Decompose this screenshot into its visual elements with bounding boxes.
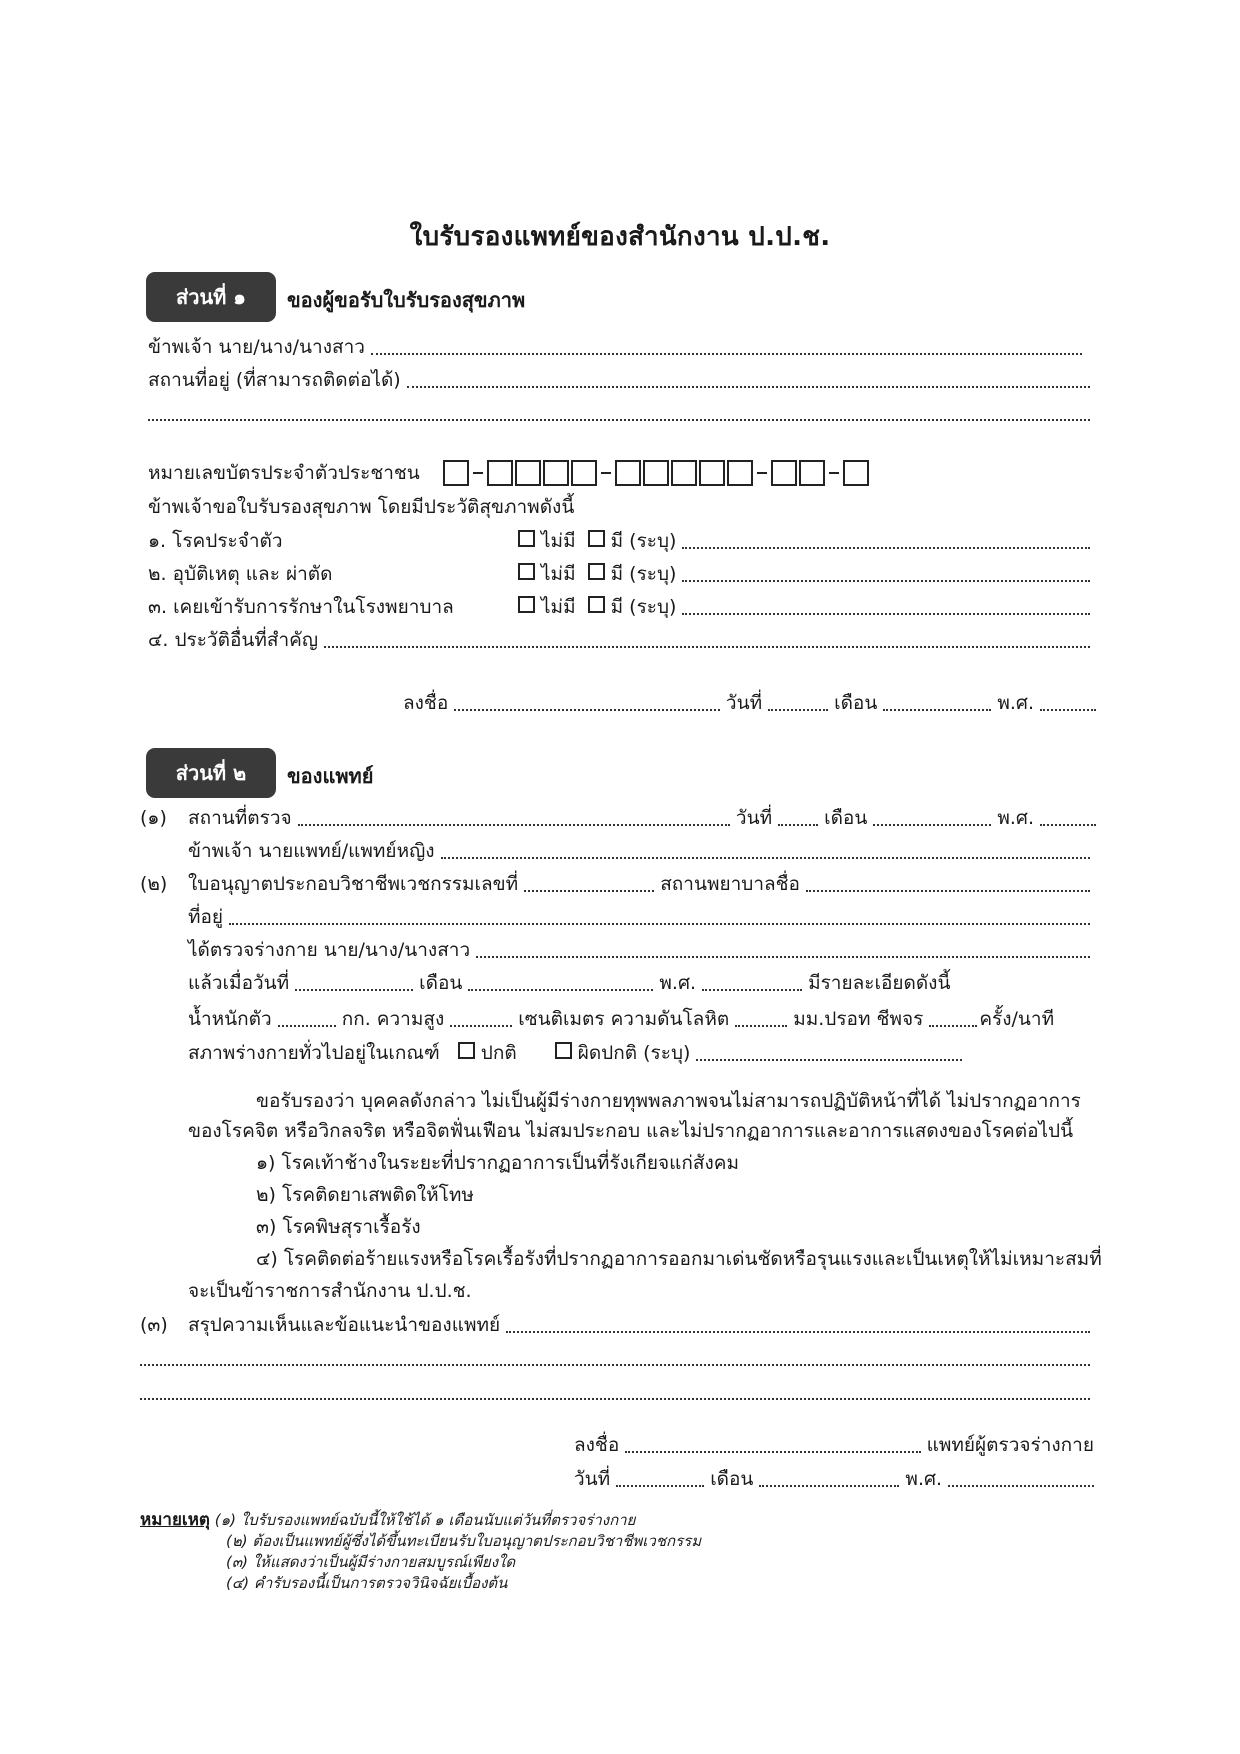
applicant-address-field[interactable] bbox=[407, 368, 1090, 388]
form-title: ใบรับรองแพทย์ของสำนักงาน ป.ป.ช. bbox=[409, 222, 831, 252]
history-row-2 bbox=[148, 561, 1096, 587]
disease-item: ๑) โรคเท้าช้างในระยะที่ปรากฏอาการเป็นที่รังเกียจแก่สังคม bbox=[256, 1152, 740, 1174]
history-has-label: มี (ระบุ) bbox=[610, 530, 677, 552]
summary-row-2 bbox=[140, 1346, 1096, 1371]
normal-checkbox[interactable] bbox=[458, 1042, 475, 1059]
cm-unit: เซนติเมตร bbox=[518, 1008, 605, 1030]
examined-person-label: ได้ตรวจร่างกาย นาย/นาง/นางสาว bbox=[188, 939, 471, 961]
year-field[interactable] bbox=[948, 1467, 1094, 1487]
abnormal-checkbox[interactable] bbox=[555, 1042, 572, 1059]
bp-field[interactable] bbox=[735, 1007, 787, 1027]
sign-label: ลงชื่อ bbox=[403, 692, 449, 714]
applicant-name-field[interactable] bbox=[371, 335, 1082, 355]
day-field[interactable] bbox=[778, 806, 818, 826]
hospital-label: สถานพยาบาลชื่อ bbox=[660, 873, 800, 895]
history-label: ๑. โรคประจำตัว bbox=[148, 530, 283, 552]
part2-heading: ของแพทย์ bbox=[287, 764, 374, 788]
history-none-label: ไม่มี bbox=[541, 530, 576, 552]
month-field[interactable] bbox=[873, 806, 991, 826]
item-number: (๑) bbox=[140, 807, 167, 829]
bp-label: ความดันโลหิต bbox=[610, 1008, 730, 1030]
other-history-label: ๔. ประวัติอื่นที่สำคัญ bbox=[148, 629, 319, 651]
history-none-checkbox[interactable] bbox=[518, 563, 535, 580]
examined-person-field[interactable] bbox=[476, 938, 1090, 958]
history-none-label: ไม่มี bbox=[541, 596, 576, 618]
certification-text-1: ขอรับรองว่า บุคคลดังกล่าว ไม่เป็นผู้มีร่างกายทุพพลภาพจนไม่สามารถปฏิบัติหน้าที่ได้ ไม่ปรากฏอาการ bbox=[256, 1090, 1081, 1112]
summary-field-3[interactable] bbox=[140, 1380, 1090, 1400]
month-label: เดือน bbox=[419, 972, 463, 994]
month-label: เดือน bbox=[824, 807, 868, 829]
vitals-row bbox=[188, 1006, 1096, 1032]
id-number-row bbox=[148, 460, 1048, 486]
item-number: (๓) bbox=[140, 1314, 168, 1336]
year-field[interactable] bbox=[1040, 691, 1096, 711]
id-number-label: หมายเลขบัตรประจำตัวประชาชน bbox=[148, 462, 420, 484]
exam-date-label: แล้วเมื่อวันที่ bbox=[188, 972, 290, 994]
license-row bbox=[140, 871, 1096, 897]
mmhg-unit: มม.ปรอท bbox=[793, 1008, 871, 1030]
doctor-signature-row bbox=[574, 1432, 1094, 1458]
history-has-checkbox[interactable] bbox=[588, 563, 605, 580]
abnormal-detail-field[interactable] bbox=[696, 1041, 962, 1061]
summary-row bbox=[140, 1312, 1096, 1338]
pulse-field[interactable] bbox=[929, 1007, 977, 1027]
disease-item: ๓) โรคพิษสุราเรื้อรัง bbox=[256, 1216, 421, 1238]
disease-item: ๒) โรคติดยาเสพติดให้โทษ bbox=[256, 1184, 474, 1206]
other-history-field[interactable] bbox=[324, 628, 1090, 648]
abnormal-label: ผิดปกติ (ระบุ) bbox=[577, 1042, 691, 1064]
summary-field[interactable] bbox=[506, 1313, 1090, 1333]
note-item: (๓) ให้แสดงว่าเป็นผู้มีร่างกายสมบูรณ์เพียงใด bbox=[226, 1553, 516, 1571]
item-number: (๒) bbox=[140, 873, 168, 895]
doctor-signature-field[interactable] bbox=[625, 1433, 920, 1453]
history-row-1 bbox=[148, 528, 1096, 554]
applicant-name-row bbox=[148, 334, 1088, 360]
year-label: พ.ศ. bbox=[659, 972, 697, 994]
hospital-address-row bbox=[188, 904, 1096, 930]
history-label: ๓. เคยเข้ารับการรักษาในโรงพยาบาล bbox=[148, 596, 454, 618]
doctor-date-row bbox=[574, 1466, 1094, 1492]
pulse-label: ชีพจร bbox=[876, 1008, 924, 1030]
note-row-1 bbox=[140, 1510, 635, 1530]
applicant-address-row-2 bbox=[148, 401, 1096, 426]
day-field[interactable] bbox=[768, 691, 828, 711]
month-label: เดือน bbox=[710, 1468, 754, 1490]
history-has-label: มี (ระบุ) bbox=[610, 596, 677, 618]
history-detail-field[interactable] bbox=[682, 529, 1090, 549]
height-label: ความสูง bbox=[376, 1008, 445, 1030]
history-has-checkbox[interactable] bbox=[588, 530, 605, 547]
month-label: เดือน bbox=[834, 692, 878, 714]
kg-unit: กก. bbox=[341, 1008, 371, 1030]
summary-field-2[interactable] bbox=[140, 1346, 1090, 1366]
month-field[interactable] bbox=[759, 1467, 899, 1487]
doctor-name-field[interactable] bbox=[441, 839, 1090, 859]
general-condition-label: สภาพร่างกายทั่วไปอยู่ในเกณฑ์ bbox=[188, 1042, 440, 1064]
request-text: ข้าพเจ้าขอใบรับรองสุขภาพ โดยมีประวัติสุขภาพดังนี้ bbox=[148, 496, 575, 518]
hospital-name-field[interactable] bbox=[806, 872, 1090, 892]
general-condition-row bbox=[188, 1040, 968, 1066]
history-row-3 bbox=[148, 594, 1096, 620]
history-detail-field[interactable] bbox=[682, 595, 1090, 615]
details-label: มีรายละเอียดดังนี้ bbox=[808, 972, 951, 994]
day-field[interactable] bbox=[295, 971, 413, 991]
sign-label: ลงชื่อ bbox=[574, 1434, 620, 1456]
history-label: ๒. อุบัติเหตุ และ ผ่าตัด bbox=[148, 563, 333, 585]
normal-label: ปกติ bbox=[480, 1042, 517, 1064]
weight-label: น้ำหนักตัว bbox=[188, 1008, 272, 1030]
license-label: ใบอนุญาตประกอบวิชาชีพเวชกรรมเลขที่ bbox=[188, 873, 519, 895]
part1-badge: ส่วนที่ ๑ bbox=[146, 272, 276, 322]
summary-row-3 bbox=[140, 1380, 1096, 1405]
part2-badge: ส่วนที่ ๒ bbox=[146, 748, 276, 798]
history-none-checkbox[interactable] bbox=[518, 530, 535, 547]
exam-place-label: สถานที่ตรวจ bbox=[188, 807, 292, 829]
day-field[interactable] bbox=[616, 1467, 704, 1487]
year-label: พ.ศ. bbox=[997, 692, 1034, 714]
weight-field[interactable] bbox=[278, 1007, 336, 1027]
history-none-label: ไม่มี bbox=[541, 563, 576, 585]
exam-date-row bbox=[188, 970, 1096, 996]
date-label: วันที่ bbox=[735, 807, 773, 829]
notes-label: หมายเหตุ bbox=[140, 1510, 210, 1530]
hospital-address-label: ที่อยู่ bbox=[188, 906, 224, 928]
note-item: (๔) คำรับรองนี้เป็นการตรวจวินิจฉัยเบื้องต้น bbox=[226, 1574, 508, 1592]
note-item: (๑) ใบรับรองแพทย์ฉบับนี้ให้ใช้ได้ ๑ เดือนนับแต่วันที่ตรวจร่างกาย bbox=[214, 1511, 636, 1529]
signature-field[interactable] bbox=[454, 691, 720, 711]
exam-place-field[interactable] bbox=[298, 806, 730, 826]
applicant-address-label: สถานที่อยู่ (ที่สามารถติดต่อได้) bbox=[148, 369, 401, 391]
height-field[interactable] bbox=[450, 1007, 512, 1027]
doctor-name-row bbox=[188, 838, 1096, 864]
history-detail-field[interactable] bbox=[682, 562, 1090, 582]
date-label: วันที่ bbox=[725, 692, 763, 714]
history-has-label: มี (ระบุ) bbox=[610, 563, 677, 585]
history-row-4 bbox=[148, 627, 1096, 653]
applicant-address-row bbox=[148, 367, 1096, 393]
exam-place-row bbox=[140, 805, 1096, 831]
date-label: วันที่ bbox=[574, 1468, 611, 1490]
per-minute-unit: ครั้ง/นาที bbox=[979, 1008, 1055, 1030]
id-number-boxes[interactable] bbox=[442, 460, 870, 486]
disease-item-continuation: จะเป็นข้าราชการสำนักงาน ป.ป.ช. bbox=[188, 1280, 472, 1302]
disease-item: ๔) โรคติดต่อร้ายแรงหรือโรคเรื้อรังที่ปรากฏอาการออกมาเด่นชัดหรือรุนแรงและเป็นเหตุให้ไม่เหมาะสมที่ bbox=[256, 1248, 1102, 1270]
month-field[interactable] bbox=[468, 971, 653, 991]
license-number-field[interactable] bbox=[524, 872, 654, 892]
history-none-checkbox[interactable] bbox=[518, 596, 535, 613]
summary-label: สรุปความเห็นและข้อแนะนำของแพทย์ bbox=[188, 1314, 501, 1336]
month-field[interactable] bbox=[883, 691, 991, 711]
year-label: พ.ศ. bbox=[997, 807, 1034, 829]
examined-person-row bbox=[188, 937, 1096, 963]
hospital-address-field[interactable] bbox=[229, 905, 1090, 925]
part1-signature-row bbox=[403, 690, 1096, 716]
applicant-address-field-2[interactable] bbox=[148, 401, 1090, 421]
note-item: (๒) ต้องเป็นแพทย์ผู้ซึ่งได้ขึ้นทะเบียนรับใบอนุญาตประกอบวิชาชีพเวชกรรม bbox=[226, 1532, 702, 1550]
part1-heading: ของผู้ขอรับใบรับรองสุขภาพ bbox=[287, 288, 526, 312]
year-label: พ.ศ. bbox=[905, 1468, 943, 1490]
history-has-checkbox[interactable] bbox=[588, 596, 605, 613]
signer-title: แพทย์ผู้ตรวจร่างกาย bbox=[926, 1434, 1094, 1456]
year-field[interactable] bbox=[1040, 806, 1096, 826]
doctor-name-label: ข้าพเจ้า นายแพทย์/แพทย์หญิง bbox=[188, 840, 435, 862]
certification-text-2: ของโรคจิต หรือวิกลจริต หรือจิตฟั่นเฟือน ไม่สมประกอบ และไม่ปรากฏอาการและอาการแสดงของโรคต่อไปนี้ bbox=[188, 1120, 1074, 1142]
applicant-name-label: ข้าพเจ้า นาย/นาง/นางสาว bbox=[148, 336, 365, 358]
year-field[interactable] bbox=[702, 971, 802, 991]
